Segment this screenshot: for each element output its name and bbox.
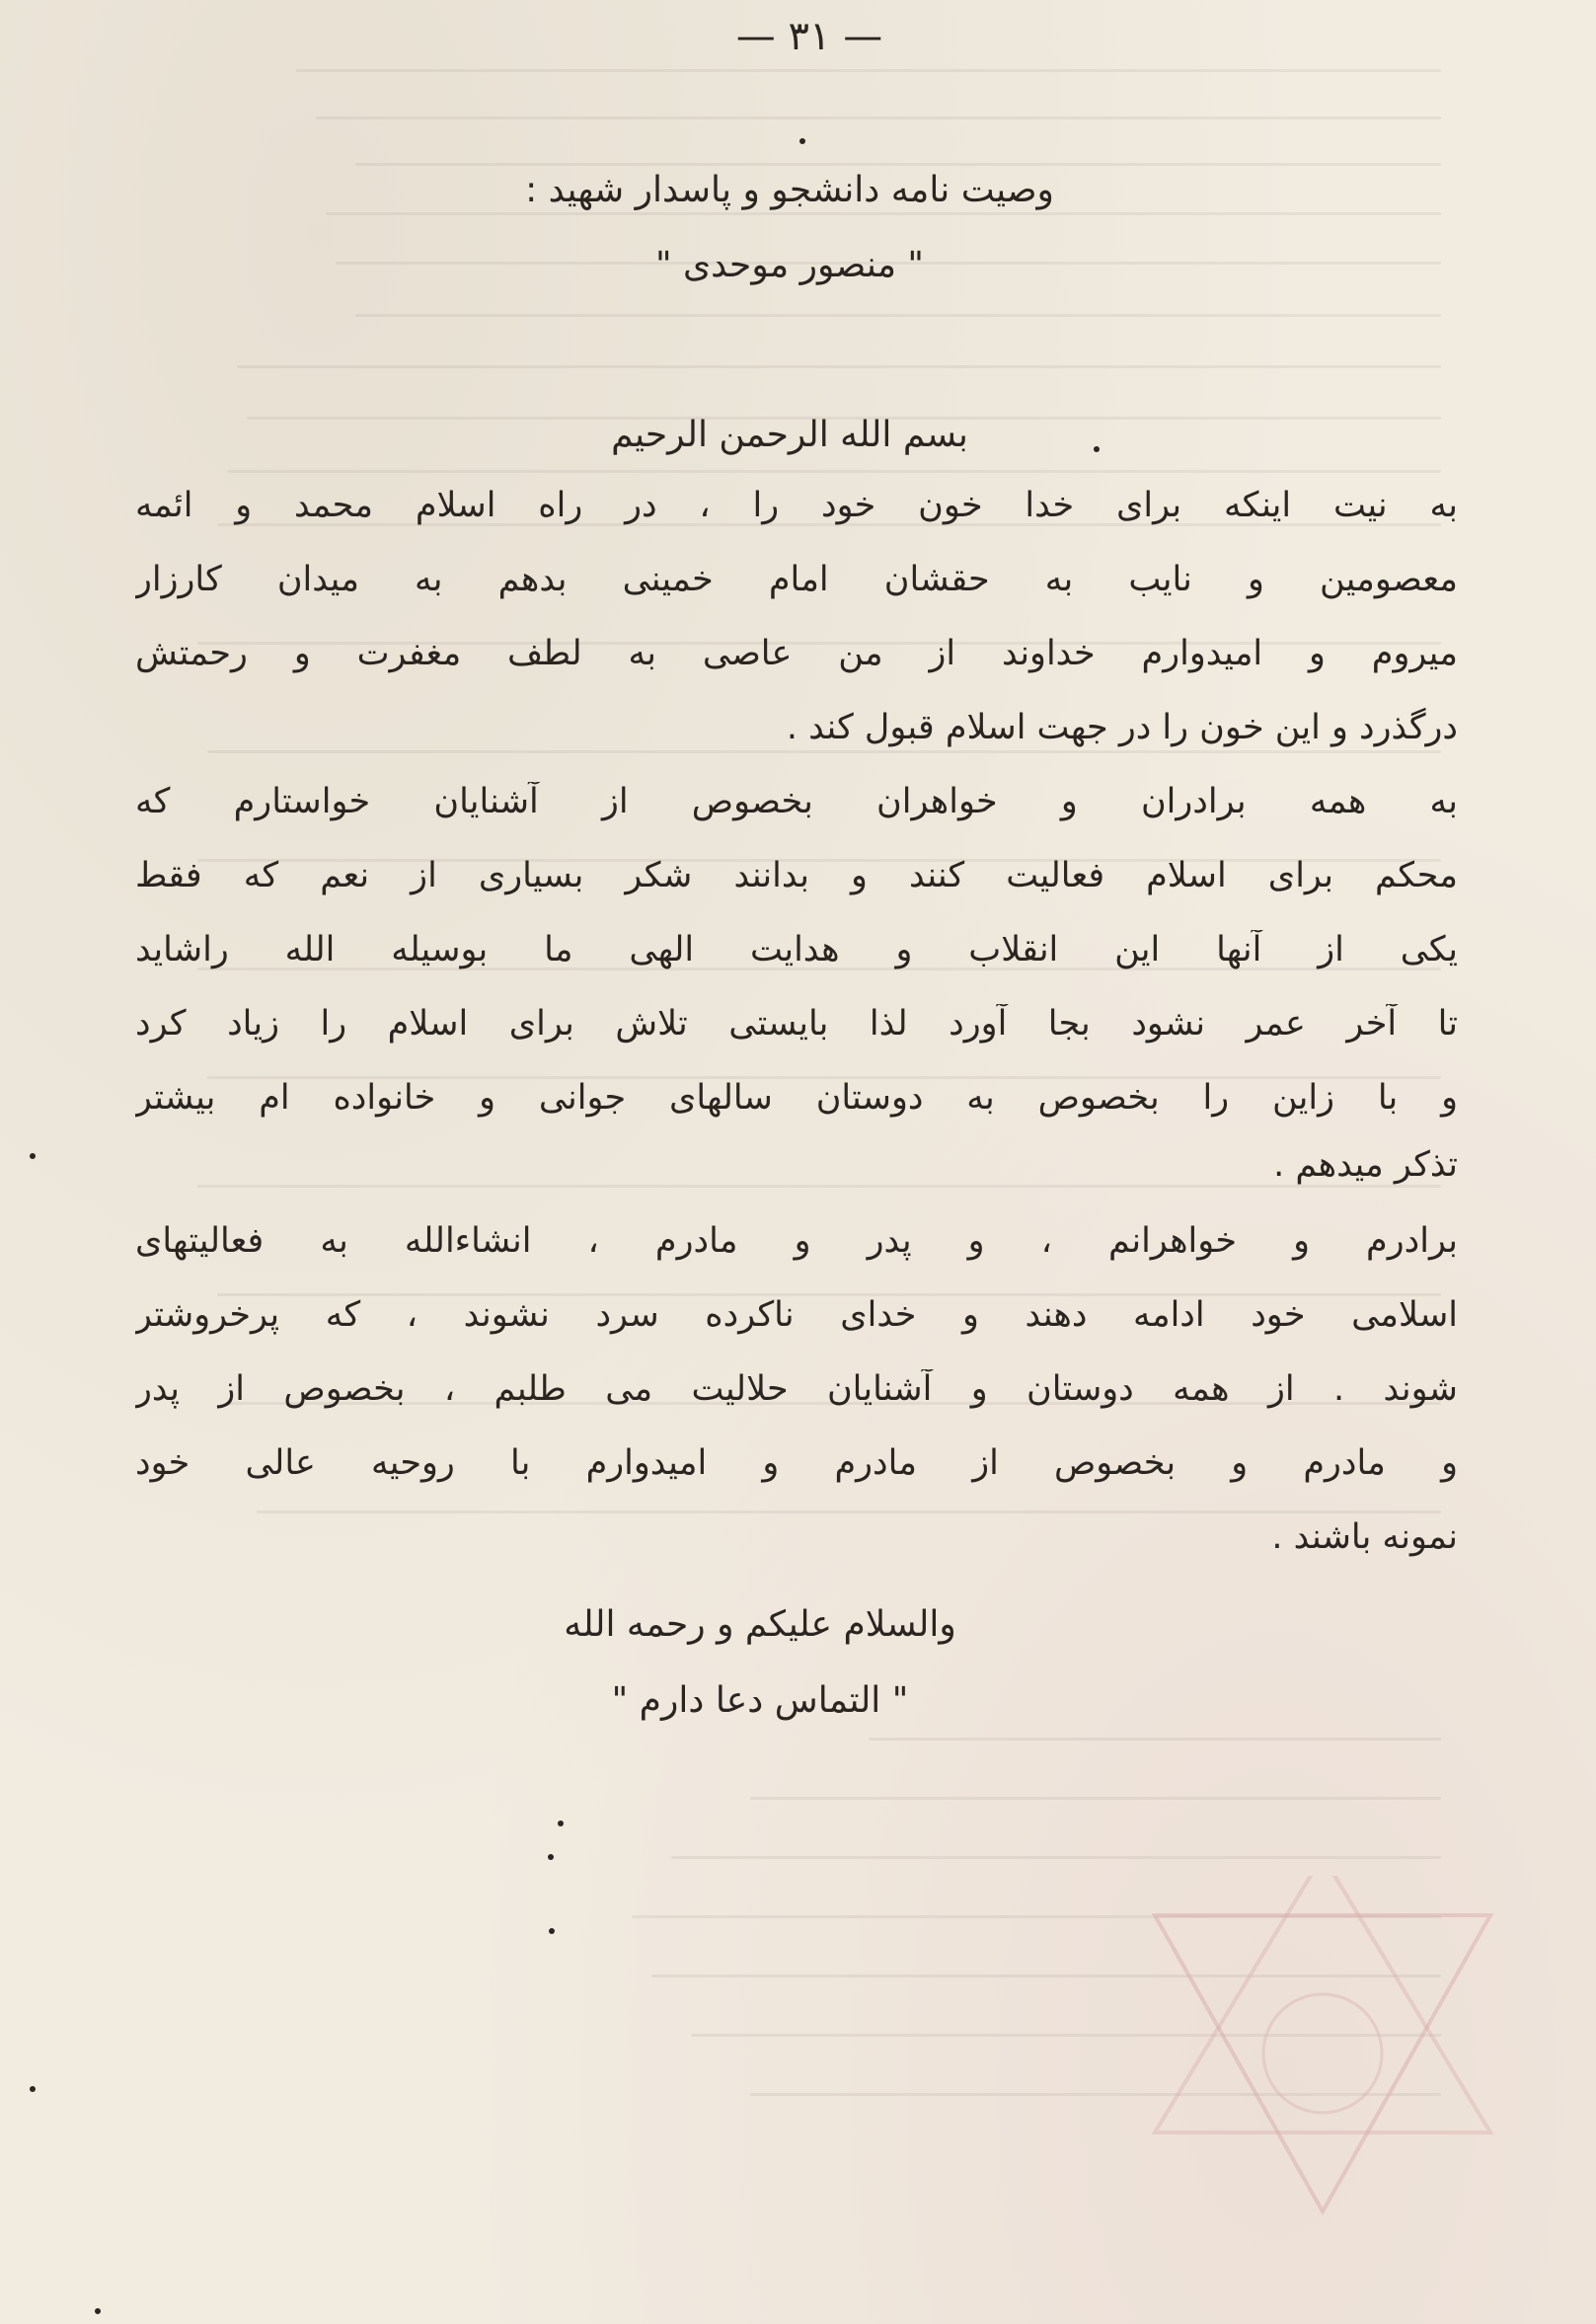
body-line: میروم و امیدوارم خداوند از من عاصی به لطف مغفرت و رحمتش <box>135 634 1458 673</box>
speck <box>558 1820 564 1826</box>
closing-request: " التماس دعا دارم " <box>611 1680 909 1721</box>
body-line: درگذرد و این خون را در جهت اسلام قبول کند . <box>786 708 1458 747</box>
speck <box>548 1854 554 1860</box>
speck <box>95 2308 101 2314</box>
title-line: وصیت نامه دانشجو و پاسدار شهید : <box>525 170 1054 210</box>
body-line: محکم برای اسلام فعالیت کنند و بدانند شکر بسیاری از نعم که فقط <box>135 856 1458 895</box>
speck <box>799 138 805 144</box>
body-line: معصومین و نایب به حقشان امام خمینی بدهم به میدان کارزار <box>135 560 1458 599</box>
speck <box>30 1153 36 1159</box>
body-line: تذکر میدهم . <box>1273 1145 1458 1185</box>
body-line: برادرم و خواهرانم ، و پدر و مادرم ، انشاءالله به فعالیتهای <box>135 1221 1458 1261</box>
body-line: اسلامی خود ادامه دهند و خدای ناکرده سرد نشوند ، که پرخروشتر <box>135 1295 1458 1335</box>
body-line: نمونه باشند . <box>1271 1517 1458 1557</box>
page-number: — ٣١ — <box>735 14 883 59</box>
body-line: تا آخر عمر نشود بجا آورد لذا بایستی تلاش برای اسلام را زیاد کرد <box>135 1004 1458 1044</box>
body-line: به نیت اینکه برای خدا خون خود را ، در راه اسلام محمد و ائمه <box>135 486 1458 525</box>
speck <box>1094 446 1100 452</box>
speck <box>549 1928 555 1934</box>
closing-salutation: والسلام علیکم و رحمه الله <box>564 1604 956 1645</box>
speck <box>30 2086 36 2092</box>
body-line: شوند . از همه دوستان و آشنایان حلالیت می طلبم ، بخصوص از پدر <box>135 1369 1458 1409</box>
body-line: یکی از آنها این انقلاب و هدایت الهی ما بوسیله الله راشاید <box>135 930 1458 969</box>
body-line: و با زاین را بخصوص به دوستان سالهای جوانی و خانواده ام بیشتر <box>135 1078 1458 1118</box>
body-line: و مادرم و بخصوص از مادرم و امیدوارم با روحیه عالی خود <box>135 1443 1458 1483</box>
body-line: به همه برادران و خواهران بخصوص از آشنایان خواستارم که <box>135 782 1458 821</box>
martyr-name: " منصور موحدی " <box>654 245 924 285</box>
faded-stamp-mark <box>1115 1876 1530 2251</box>
bismillah: بسم الله الرحمن الرحیم <box>611 415 968 455</box>
